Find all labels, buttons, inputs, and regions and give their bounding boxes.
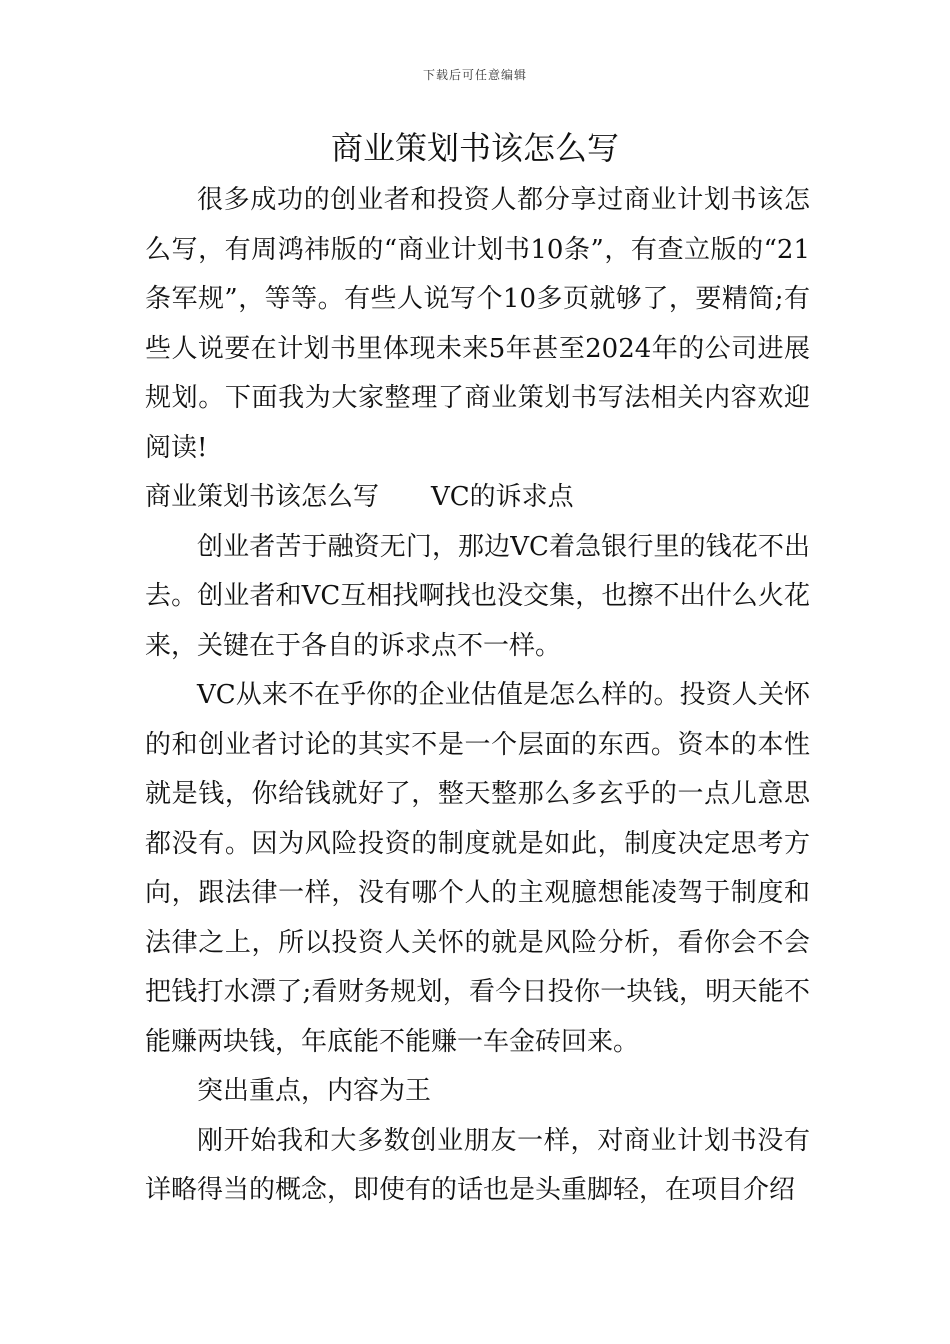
subheading-part-2: VC的诉求点 (431, 482, 574, 512)
intro-paragraph: 很多成功的创业者和投资人都分享过商业计划书该怎么写，有周鸿祎版的“商业计划书10条”，有查立版的“21条军规”，等等。有些人说写个10多页就够了，要精简;有些人说要在计划书里体现未来5年甚至2024年的公司进展规划。下面我为大家整理了商业策划书写法相关内容欢迎阅读! (145, 185, 810, 463)
document-body (145, 176, 810, 1216)
section-heading-highlight: 突出重点，内容为王 (197, 1076, 432, 1106)
section-subheading (145, 473, 810, 523)
body-paragraph-2: VC从来不在乎你的企业估值是怎么样的。投资人关怀的和创业者讨论的其实不是一个层面的东西。资本的本性就是钱，你给钱就好了，整天整那么多玄乎的一点儿意思都没有。因为风险投资的制度就是如此，制度决定思考方向，跟法律一样，没有哪个人的主观臆想能凌驾于制度和法律之上，所以投资人关怀的就是风险分析，看你会不会把钱打水漂了;看财务规划，看今日投你一块钱，明天能不能赚两块钱，年底能不能赚一车金砖回来。 (145, 680, 810, 1057)
body-paragraph-1: 创业者苦于融资无门，那边VC着急银行里的钱花不出去。创业者和VC互相找啊找也没交集，也擦不出什么火花来，关键在于各自的诉求点不一样。 (145, 531, 810, 661)
document-title: 商业策划书该怎么写 (330, 129, 619, 167)
header-note: 下载后可任意编辑 (422, 68, 527, 82)
body-paragraph-3: 刚开始我和大多数创业朋友一样，对商业计划书没有详略得当的概念，即使有的话也是头重脚轻，在项目介绍 (145, 1125, 810, 1205)
subheading-part-1: 商业策划书该怎么写 (145, 482, 380, 512)
